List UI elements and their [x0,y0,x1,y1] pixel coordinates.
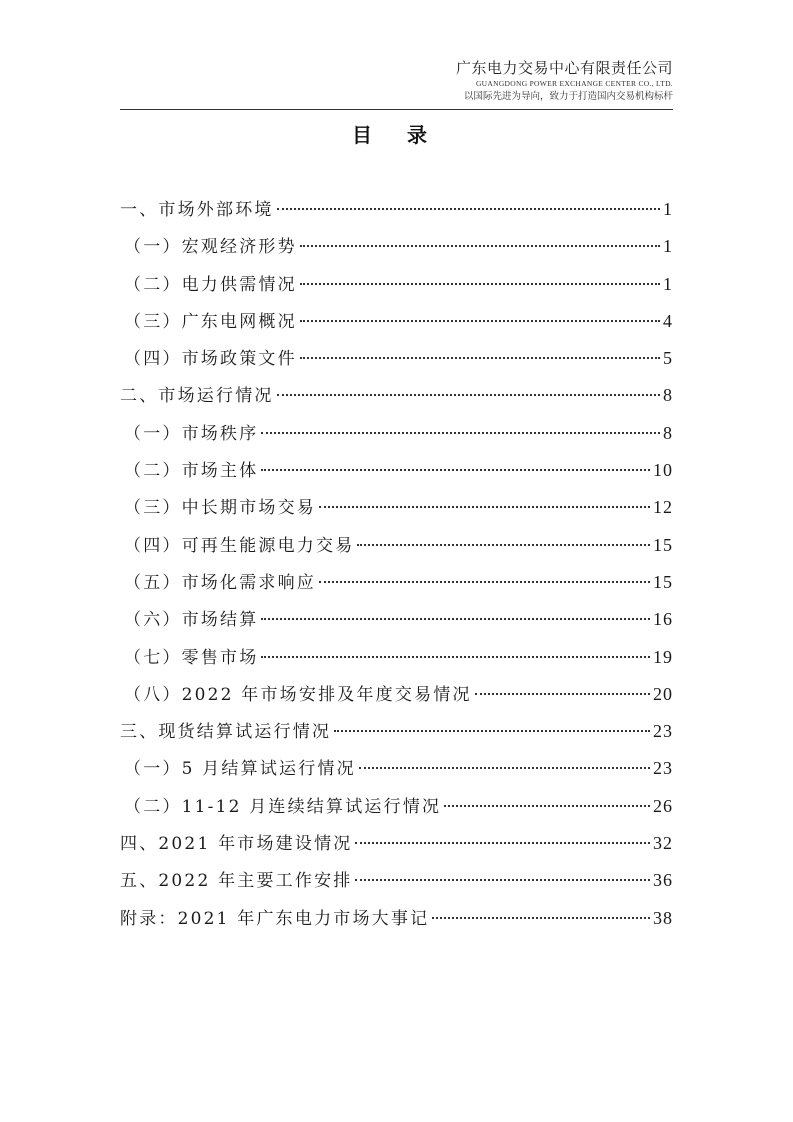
toc-entry[interactable] [120,639,673,676]
toc-entry-page: 19 [653,646,673,667]
toc-entry[interactable] [120,601,673,638]
toc-entry[interactable] [120,452,673,489]
toc-entry[interactable] [120,900,673,937]
toc-dot-leader [334,730,650,732]
toc-entry-label: （一）宏观经济形势 [124,237,297,258]
toc-dot-leader [475,693,650,695]
toc-entry-page: 32 [653,833,673,854]
toc-entry-label: （二）电力供需情况 [124,274,297,295]
company-slogan: 以国际先进为导向，致力于打造国内交易机构标杆 [463,91,673,102]
toc-entry[interactable] [120,415,673,452]
toc-dot-leader [357,544,650,546]
toc-entry[interactable] [120,191,673,228]
toc-entry-label: （六）市场结算 [124,610,259,631]
toc-entry[interactable] [120,564,673,601]
toc-entry[interactable] [120,750,673,787]
company-name-en: GUANGDONG POWER EXCHANGE CENTER CO., LTD. [475,79,673,88]
toc-entry-page: 16 [653,609,673,630]
toc-entry-label: （三）中长期市场交易 [124,498,316,519]
toc-dot-leader [261,618,650,620]
toc-entry-page: 23 [653,721,673,742]
toc-entry-label: （二）11-12 月连续结算试运行情况 [124,796,442,817]
toc-entry-label: （四）可再生能源电力交易 [124,535,355,556]
toc-dot-leader [261,469,650,471]
table-of-contents [120,191,673,937]
header-divider [120,109,673,110]
page-header [456,58,673,104]
toc-entry-page: 1 [663,236,673,257]
toc-dot-leader [355,842,650,844]
toc-dot-leader [261,656,650,658]
toc-dot-leader [300,320,660,322]
toc-dot-leader [300,283,660,285]
toc-entry[interactable] [120,266,673,303]
toc-entry-page: 12 [653,497,673,518]
toc-dot-leader [277,394,660,396]
toc-entry[interactable] [120,527,673,564]
toc-entry-label: （一）5 月结算试运行情况 [124,759,356,780]
toc-dot-leader [319,581,650,583]
toc-entry-page: 5 [663,348,673,369]
toc-entry[interactable] [120,377,673,414]
toc-entry-page: 38 [653,907,673,928]
toc-dot-leader [319,506,650,508]
toc-entry-label: （四）市场政策文件 [124,349,297,370]
toc-dot-leader [444,805,650,807]
toc-entry-page: 1 [663,273,673,294]
toc-entry-page: 15 [653,571,673,592]
toc-entry[interactable] [120,825,673,862]
toc-entry-label: （五）市场化需求响应 [124,572,316,593]
toc-entry-label: 一、市场外部环境 [120,200,274,220]
toc-dot-leader [277,208,660,210]
toc-entry[interactable] [120,713,673,750]
toc-entry-label: 四、2021 年市场建设情况 [120,834,353,855]
toc-entry-page: 36 [653,870,673,891]
toc-entry[interactable] [120,228,673,265]
toc-entry-page: 8 [663,385,673,406]
toc-entry[interactable] [120,788,673,825]
toc-entry[interactable] [120,489,673,526]
toc-entry-label: 二、市场运行情况 [120,386,274,407]
toc-entry-page: 23 [653,758,673,779]
toc-entry-page: 8 [663,422,673,443]
toc-entry-label: 三、现货结算试运行情况 [120,722,332,743]
toc-dot-leader [432,917,650,919]
toc-entry-page: 20 [653,683,673,704]
company-name-cn: 广东电力交易中心有限责任公司 [455,59,673,77]
toc-entry-label: （七）零售市场 [124,647,259,668]
toc-entry-page: 10 [653,460,673,481]
toc-dot-leader [261,432,660,434]
toc-entry-page: 1 [663,199,673,219]
toc-entry-page: 26 [653,795,673,816]
toc-dot-leader [300,245,660,247]
toc-dot-leader [359,767,650,769]
toc-entry[interactable] [120,862,673,899]
toc-dot-leader [300,357,660,359]
toc-entry-label: 附录：2021 年广东电力市场大事记 [120,908,430,929]
toc-entry-page: 15 [653,534,673,555]
toc-entry-page: 4 [663,310,673,331]
toc-dot-leader [355,879,650,881]
toc-entry[interactable] [120,676,673,713]
page-title: 目 录 [352,123,441,147]
toc-entry-label: （三）广东电网概况 [124,311,297,332]
toc-entry-label: 五、2022 年主要工作安排 [120,871,353,892]
toc-entry[interactable] [120,340,673,377]
toc-entry-label: （一）市场秩序 [124,423,259,444]
toc-entry-label: （八）2022 年市场安排及年度交易情况 [124,684,472,705]
toc-entry-label: （二）市场主体 [124,461,259,482]
toc-entry[interactable] [120,303,673,340]
